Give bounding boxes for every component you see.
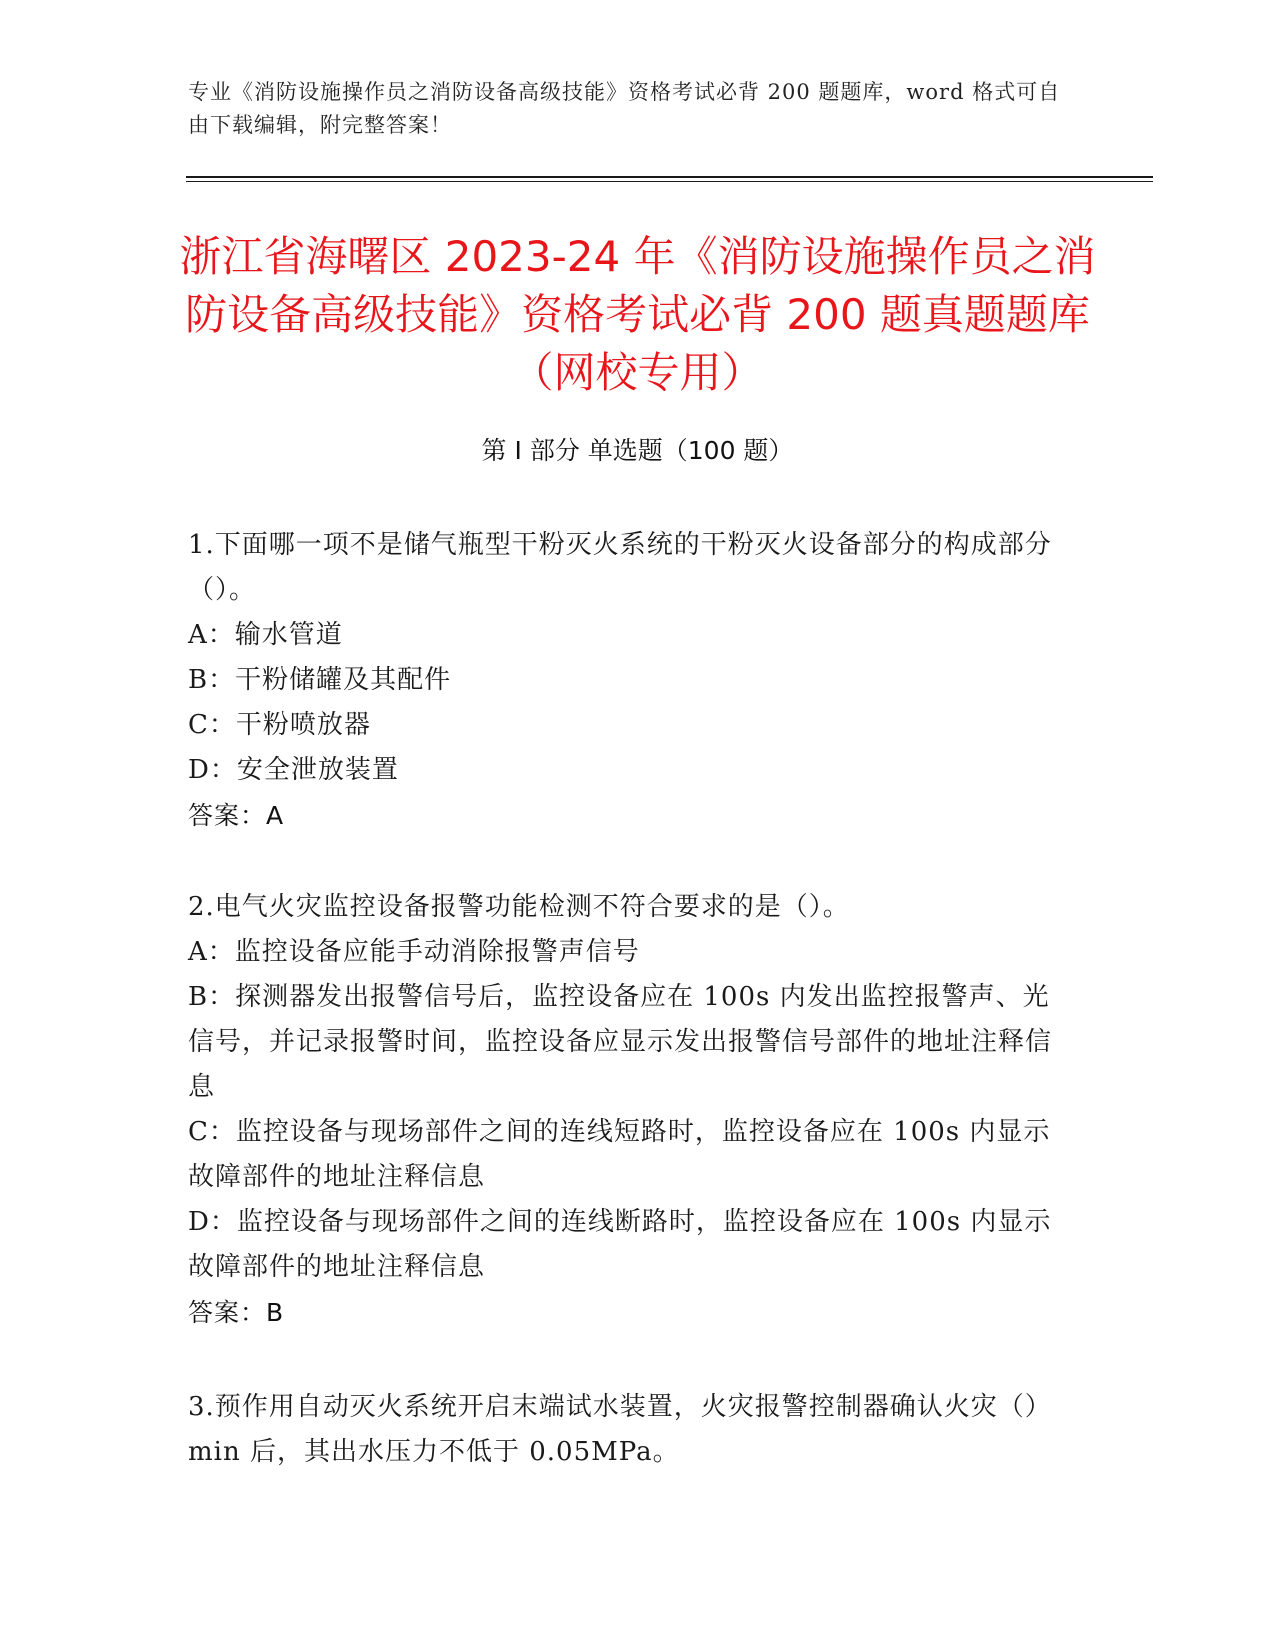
question-1 [188, 523, 1068, 838]
option-c: C：干粉喷放器 [188, 710, 371, 740]
section-title: 第 I 部分 单选题（100 题） [481, 436, 794, 465]
question-3 [188, 1385, 1068, 1475]
option-a: A：监控设备应能手动消除报警声信号 [188, 937, 640, 967]
header-divider-thin [186, 181, 1153, 182]
question-stem: 3.预作用自动灭火系统开启末端试水装置，火灾报警控制器确认火灾（）min 后，其出水压力不低于 0.05MPa。 [188, 1392, 1052, 1467]
option-c: C：监控设备与现场部件之间的连线短路时，监控设备应在 100s 内显示故障部件的地址注释信息 [188, 1117, 1051, 1192]
answer: 答案：B [188, 1298, 285, 1327]
option-b: B：探测器发出报警信号后，监控设备应在 100s 内发出监控报警声、光信号，并记录报警时间，监控设备应显示发出报警信号部件的地址注释信息 [188, 982, 1053, 1102]
option-d: D：安全泄放装置 [188, 755, 399, 785]
document-title: 浙江省海曙区 2023-24 年《消防设施操作员之消防设备高级技能》资格考试必背 200 题真题题库（网校专用） [179, 232, 1096, 397]
option-a: A：输水管道 [188, 620, 343, 650]
option-d: D：监控设备与现场部件之间的连线断路时，监控设备应在 100s 内显示故障部件的地址注释信息 [188, 1207, 1052, 1282]
header-note: 专业《消防设施操作员之消防设备高级技能》资格考试必背 200 题题库，word 格式可自由下载编辑，附完整答案！ [188, 80, 1061, 137]
question-stem: 2.电气火灾监控设备报警功能检测不符合要求的是（）。 [188, 892, 850, 922]
header-divider-thick [186, 176, 1153, 178]
option-b: B：干粉储罐及其配件 [188, 665, 452, 695]
answer: 答案：A [188, 801, 285, 830]
question-stem: 1.下面哪一项不是储气瓶型干粉灭火系统的干粉灭火设备部分的构成部分（）。 [188, 530, 1052, 605]
question-2 [188, 885, 1068, 1335]
